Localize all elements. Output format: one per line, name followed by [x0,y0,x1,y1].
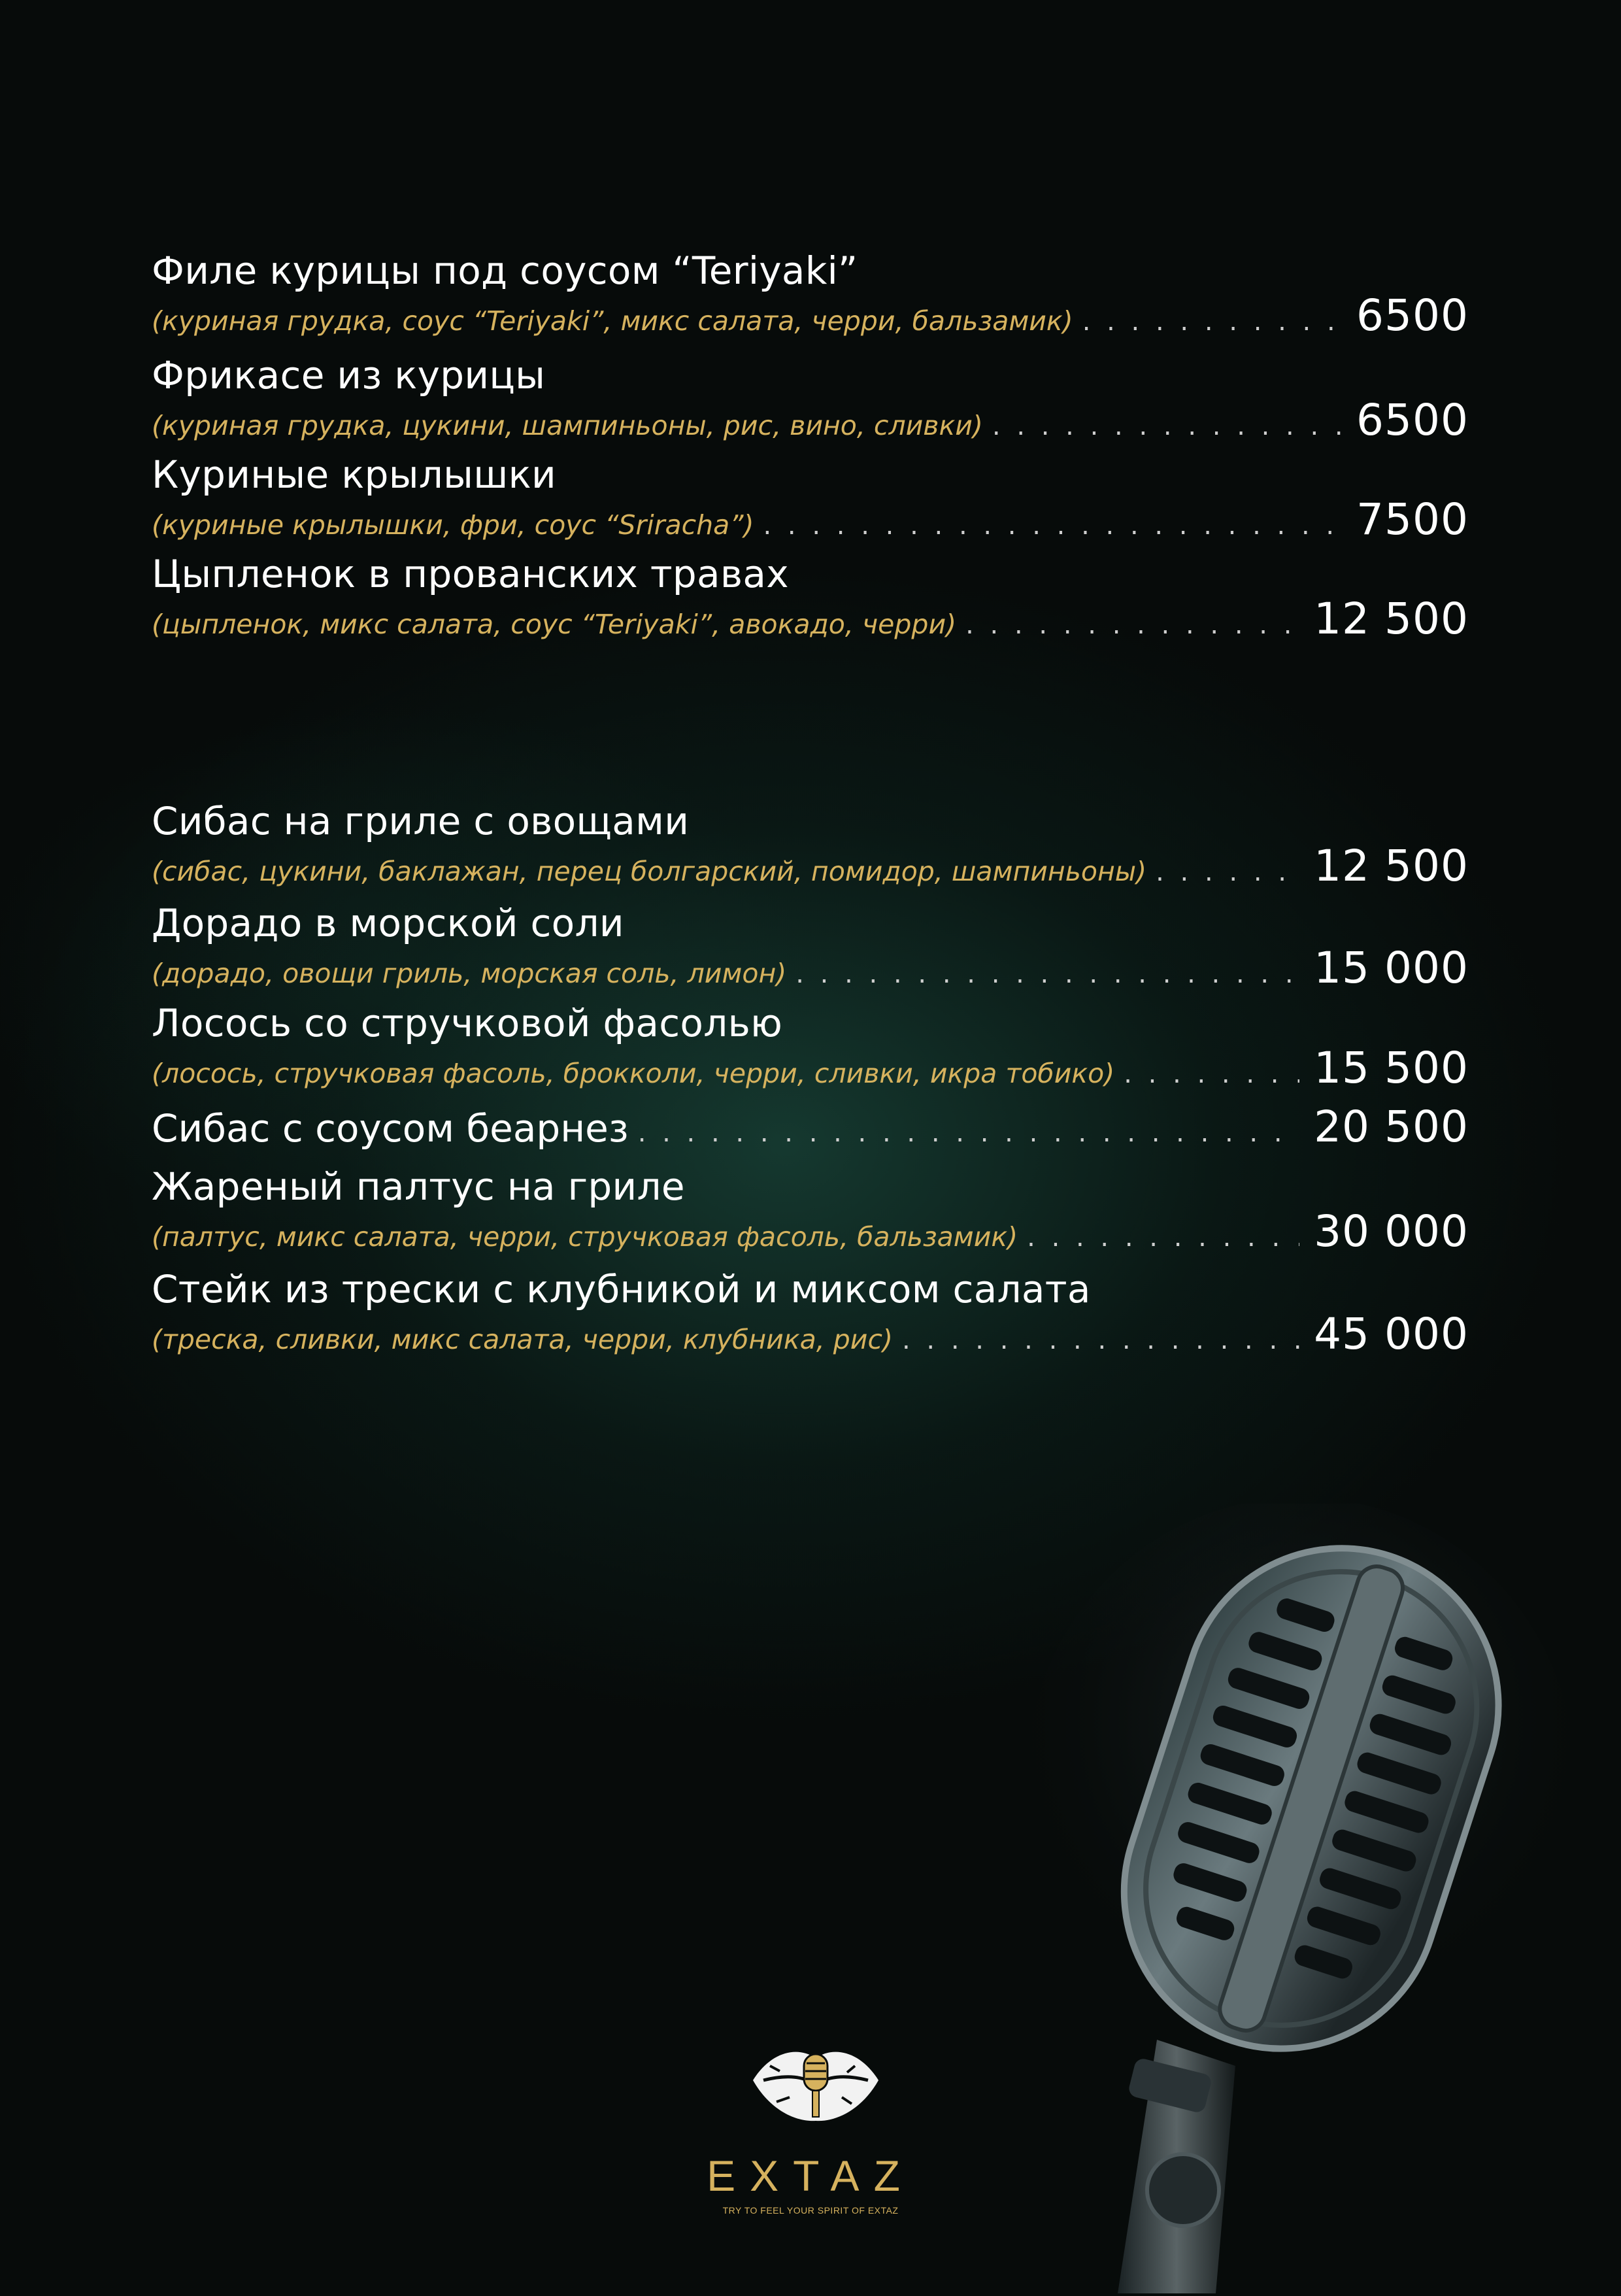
dish-name: Цыпленок в прованских травах [152,552,789,596]
dish-price: 12 500 [1314,594,1469,644]
menu-item [152,1267,1469,1369]
dish-name: Сибас на гриле с овощами [152,799,690,843]
dish-price: 15 500 [1314,1043,1469,1093]
dish-description: (треска, сливки, микс салата, черри, клубника, рис) [152,1324,893,1355]
dish-description: (лосось, стручковая фасоль, брокколи, черри, сливки, икра тобико) [152,1058,1115,1089]
dish-details-row [152,290,1469,341]
menu-item [152,353,1469,452]
dot-leader [763,503,1343,549]
dish-details-row [152,397,1469,443]
dish-details-row [152,1311,1469,1357]
dish-name: Сибас с соусом беарнез [152,1106,629,1151]
dish-details-row [152,1206,1469,1257]
dot-leader [965,602,1299,648]
dish-name: Жареный палтус на гриле [152,1164,685,1209]
dish-price: 20 500 [1314,1102,1469,1152]
lips-microphone-icon [750,2040,881,2125]
dish-name: Стейк из трески с клубникой и миксом салата [152,1267,1091,1311]
dish-details-row [152,596,1469,642]
dish-description: (куриная грудка, соус “Teriyaki”, микс салата, черри, бальзамик) [152,305,1073,337]
menu-item [152,452,1469,552]
dot-leader [638,1110,1299,1156]
menu-item [152,248,1469,353]
menu-item [152,1001,1469,1104]
dot-leader [1027,1215,1299,1260]
dot-leader [1156,849,1299,895]
brand-tagline: TRY TO FEEL YOUR SPIRIT OF EXTAZ [722,2205,899,2216]
menu-section-poultry [152,248,1469,651]
dish-name: Куриные крылышки [152,452,556,497]
dish-price: 15 000 [1314,943,1469,993]
vintage-microphone-icon [1020,1504,1621,2293]
dish-details-row [152,1045,1469,1091]
dish-details-row [152,494,1469,545]
dish-name: Лосось со стручковой фасолью [152,1001,783,1045]
dish-description: (палтус, микс салата, черри, стручковая фасоль, бальзамик) [152,1221,1018,1253]
dot-leader [1124,1051,1299,1097]
menu-item [152,552,1469,651]
dish-price: 30 000 [1314,1206,1469,1257]
dot-leader [795,951,1299,997]
dish-details-row [152,945,1469,991]
dish-details-row [152,843,1469,889]
dish-price: 7500 [1356,494,1469,545]
dish-name: Дорадо в морской соли [152,901,624,945]
dish-details-row [152,1104,1469,1150]
brand-name: EXTAZ [707,2152,914,2200]
dish-description: (сибас, цукини, баклажан, перец болгарский, помидор, шампиньоны) [152,856,1147,887]
dish-price: 12 500 [1314,841,1469,891]
dish-description: (куриная грудка, цукини, шампиньоны, рис, вино, сливки) [152,410,983,441]
dish-description: (куриные крылышки, фри, соус “Sriracha”) [152,509,754,541]
menu-item [152,799,1469,901]
dish-price: 6500 [1356,290,1469,341]
dot-leader [992,403,1342,449]
dish-price: 45 000 [1314,1309,1469,1359]
menu-item [152,1104,1469,1164]
dish-price: 6500 [1356,395,1469,445]
dish-description: (дорадо, овощи гриль, морская соль, лимон) [152,958,787,989]
menu-item [152,901,1469,1001]
dish-description: (цыпленок, микс салата, соус “Teriyaki”, авокадо, черри) [152,609,957,640]
menu-item [152,1164,1469,1267]
dish-name: Фрикасе из курицы [152,353,546,397]
dish-name: Филе курицы под соусом “Teriyaki” [152,248,858,293]
brand-logo [693,2040,928,2236]
dot-leader [902,1317,1299,1363]
dot-leader [1082,299,1342,345]
menu-section-fish [152,799,1469,1369]
